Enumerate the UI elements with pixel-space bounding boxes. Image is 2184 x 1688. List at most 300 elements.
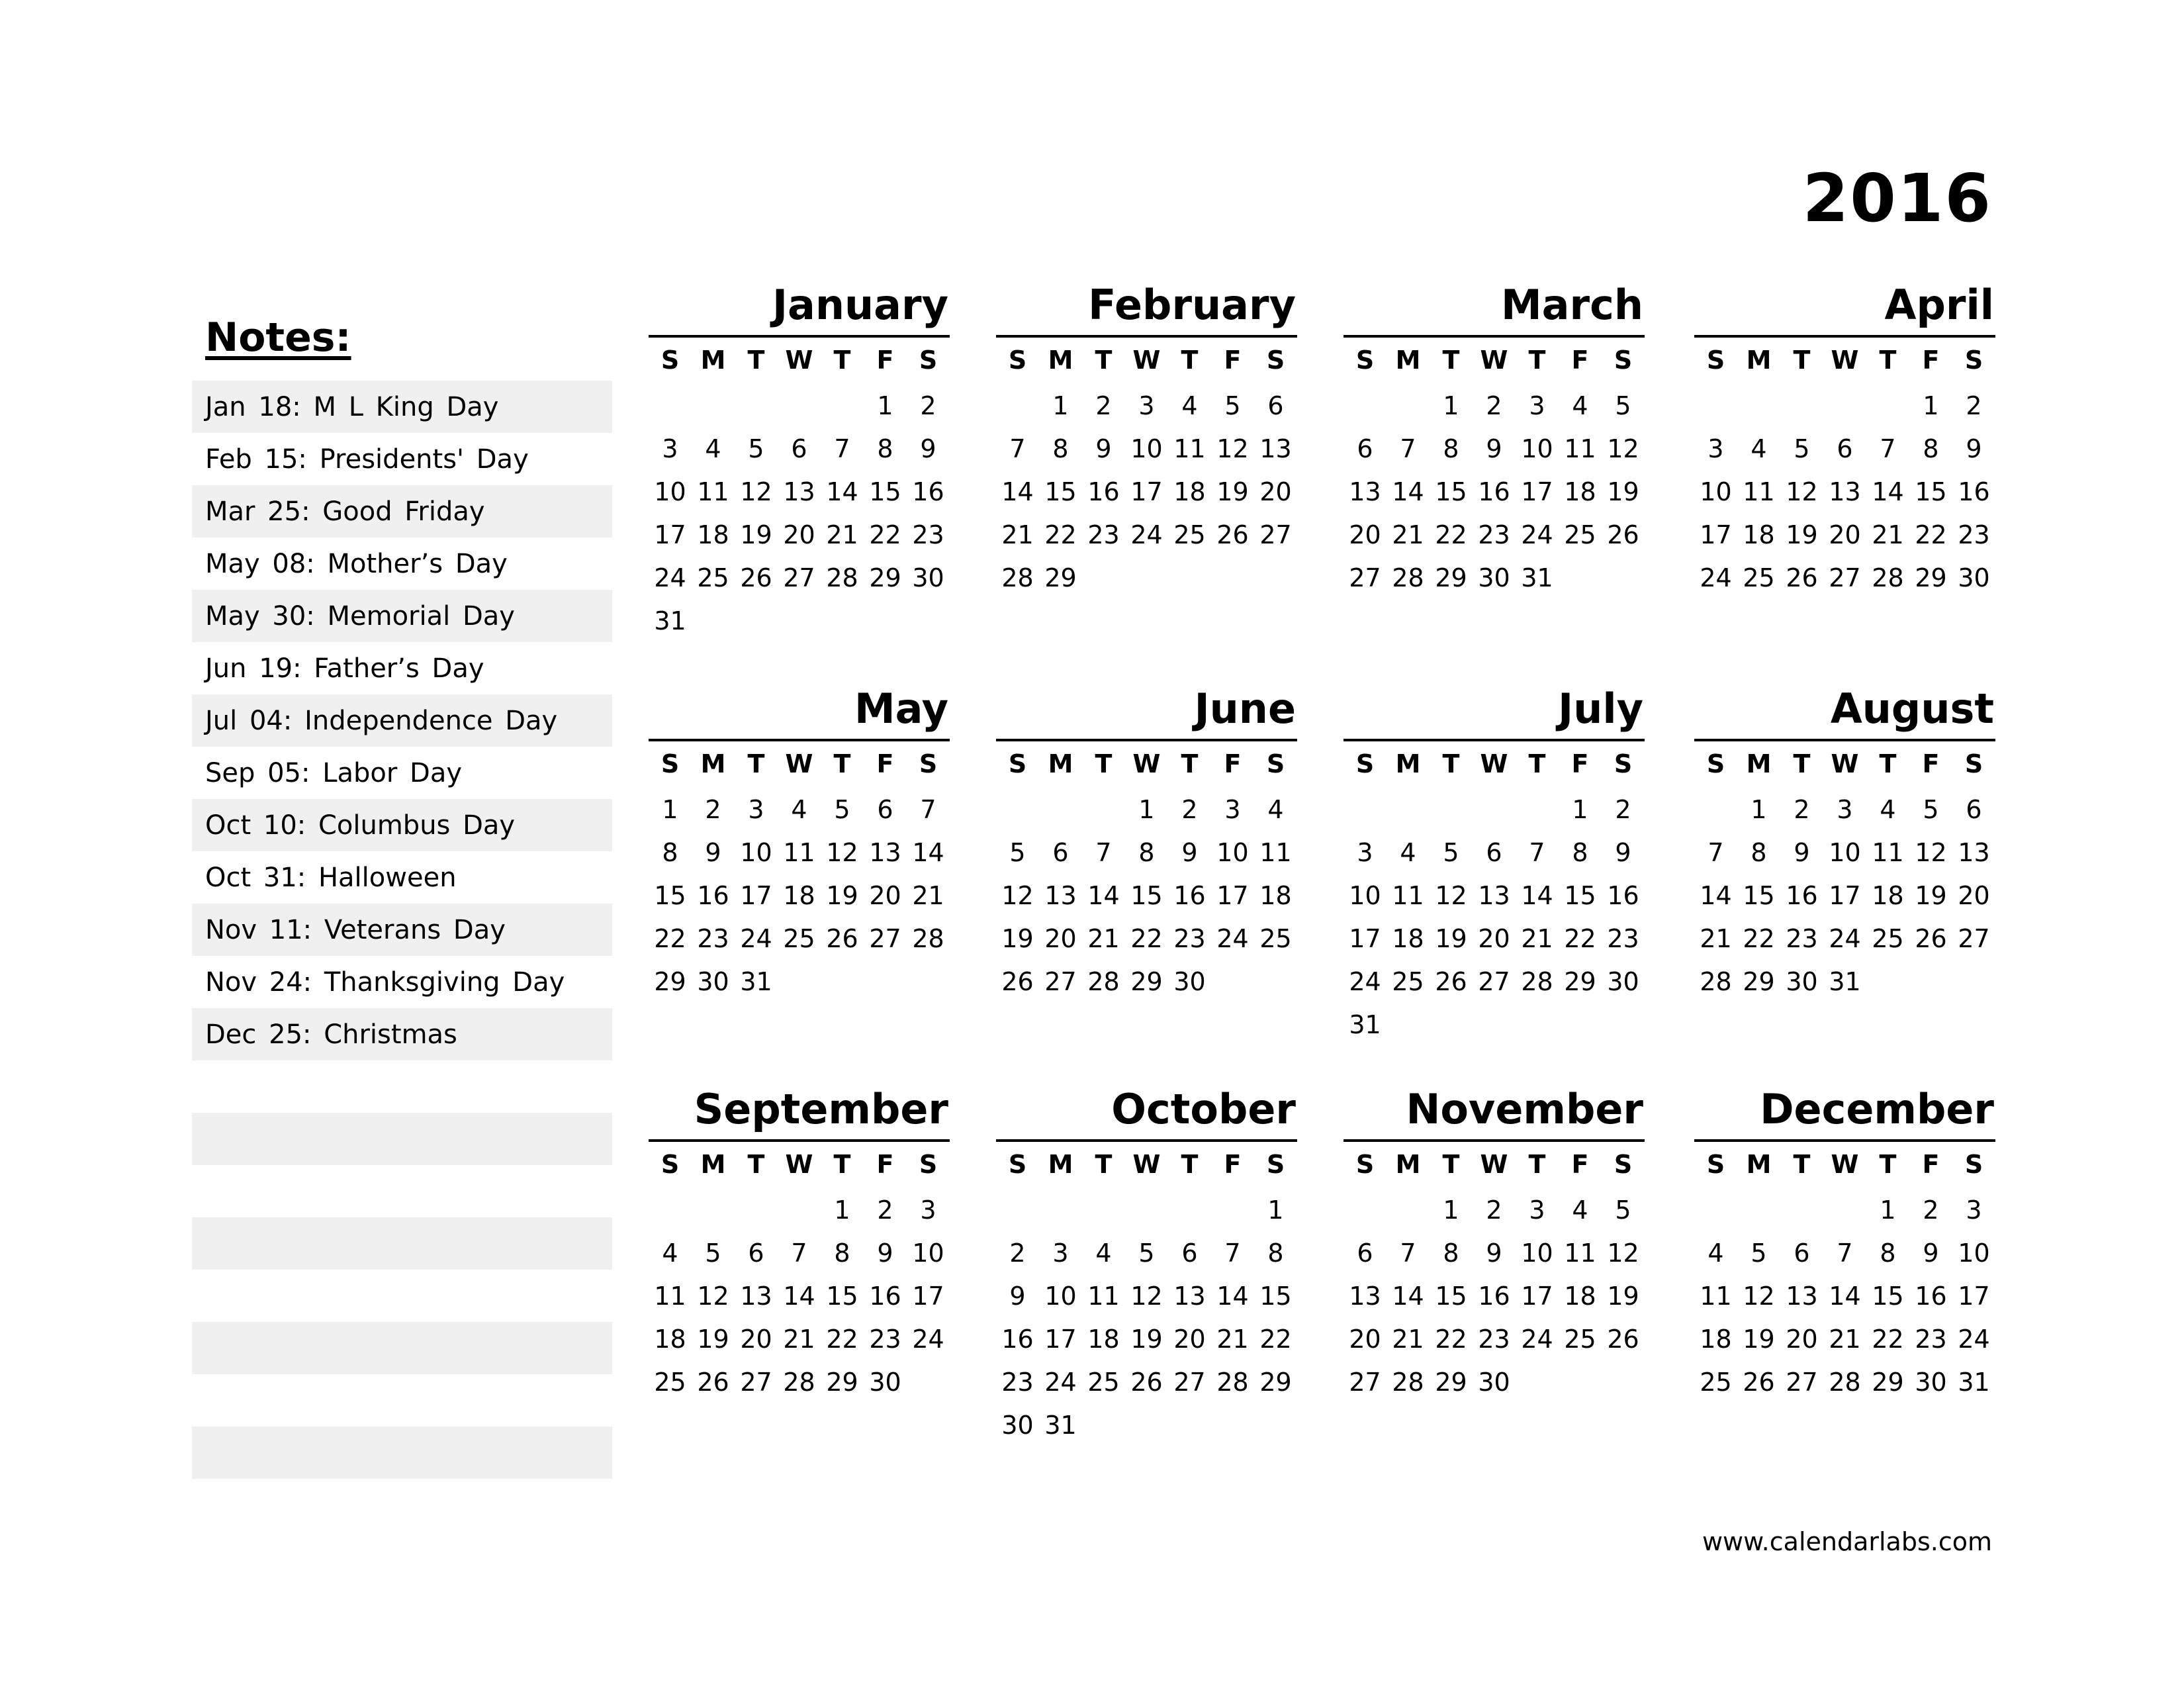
day-cell: 4 xyxy=(1707,1239,1724,1268)
day-cell: 12 xyxy=(826,838,858,867)
weekday-header: W xyxy=(1831,1150,1859,1179)
day-cell: 14 xyxy=(1392,1282,1424,1311)
weekday-header: W xyxy=(1132,1150,1161,1179)
day-cell: 18 xyxy=(1564,477,1596,506)
day-cell: 15 xyxy=(1044,477,1077,506)
day-empty xyxy=(1780,385,1823,428)
month-september xyxy=(649,1085,950,1404)
day-cell: 6 xyxy=(1357,434,1373,463)
day-cell: 14 xyxy=(826,477,858,506)
day-cell: 20 xyxy=(1786,1325,1818,1354)
weekday-header: S xyxy=(1614,749,1633,778)
day-cell: 16 xyxy=(1958,477,1990,506)
day-cell: 27 xyxy=(1349,563,1381,592)
day-cell: 4 xyxy=(1095,1239,1112,1268)
day-empty xyxy=(1343,385,1387,428)
day-cell: 4 xyxy=(662,1239,678,1268)
day-cell: 17 xyxy=(1521,477,1553,506)
day-cell: 7 xyxy=(1095,838,1112,867)
month-name: July xyxy=(1558,684,1643,733)
note-row: Sep 05: Labor Day xyxy=(205,757,462,788)
day-cell: 9 xyxy=(1095,434,1112,463)
day-cell: 12 xyxy=(1001,881,1034,910)
day-cell: 15 xyxy=(1259,1282,1292,1311)
day-cell: 31 xyxy=(1521,563,1553,592)
weekday-header: T xyxy=(1442,346,1460,375)
day-cell: 22 xyxy=(1435,1325,1467,1354)
day-cell: 27 xyxy=(740,1368,772,1397)
day-cell: 7 xyxy=(1400,434,1416,463)
day-cell: 14 xyxy=(1087,881,1120,910)
day-empty xyxy=(692,385,735,428)
day-cell: 14 xyxy=(1829,1282,1861,1311)
day-cell: 1 xyxy=(1052,391,1069,420)
day-cell: 31 xyxy=(740,967,772,996)
day-cell: 29 xyxy=(1915,563,1947,592)
month-january xyxy=(649,281,950,643)
day-cell: 15 xyxy=(1435,477,1467,506)
day-cell: 29 xyxy=(654,967,686,996)
day-cell: 24 xyxy=(1130,520,1163,549)
day-cell: 26 xyxy=(1607,520,1639,549)
month-may xyxy=(649,684,950,1004)
day-cell: 21 xyxy=(1216,1325,1249,1354)
notes-list xyxy=(192,381,612,1479)
day-cell: 9 xyxy=(1615,838,1631,867)
weekday-header: W xyxy=(785,346,813,375)
day-cell: 11 xyxy=(1087,1282,1120,1311)
month-divider xyxy=(1694,335,1995,338)
weekday-header: M xyxy=(1048,346,1073,375)
day-cell: 16 xyxy=(1786,881,1818,910)
day-cell: 11 xyxy=(1259,838,1292,867)
day-empty xyxy=(1473,788,1516,831)
day-cell: 16 xyxy=(1087,477,1120,506)
weekday-header: F xyxy=(1571,749,1589,778)
day-cell: 9 xyxy=(1794,838,1810,867)
day-cell: 18 xyxy=(654,1325,686,1354)
day-cell: 22 xyxy=(1435,520,1467,549)
day-cell: 19 xyxy=(1001,924,1034,953)
month-grid xyxy=(1694,745,1995,1004)
day-cell: 12 xyxy=(697,1282,729,1311)
month-october xyxy=(996,1085,1297,1447)
month-name: April xyxy=(1884,281,1994,329)
day-cell: 2 xyxy=(705,795,721,824)
day-cell: 8 xyxy=(1138,838,1155,867)
day-cell: 17 xyxy=(1216,881,1249,910)
day-cell: 2 xyxy=(1794,795,1810,824)
day-cell: 24 xyxy=(1349,967,1381,996)
day-cell: 2 xyxy=(1009,1239,1026,1268)
day-cell: 14 xyxy=(1872,477,1904,506)
day-cell: 13 xyxy=(783,477,815,506)
day-cell: 18 xyxy=(1173,477,1206,506)
day-cell: 6 xyxy=(1486,838,1502,867)
month-grid xyxy=(1343,342,1645,600)
day-cell: 11 xyxy=(1872,838,1904,867)
weekday-header: F xyxy=(1922,346,1940,375)
day-cell: 18 xyxy=(783,881,815,910)
day-cell: 18 xyxy=(697,520,729,549)
weekday-header: S xyxy=(1266,749,1285,778)
month-february xyxy=(996,281,1297,600)
day-cell: 1 xyxy=(1751,795,1767,824)
day-empty xyxy=(1387,1189,1430,1232)
day-cell: 23 xyxy=(1607,924,1639,953)
day-cell: 17 xyxy=(1829,881,1861,910)
day-cell: 3 xyxy=(1357,838,1373,867)
day-cell: 13 xyxy=(1958,838,1990,867)
day-cell: 26 xyxy=(697,1368,729,1397)
day-cell: 27 xyxy=(1349,1368,1381,1397)
month-june xyxy=(996,684,1297,1004)
day-cell: 7 xyxy=(1837,1239,1853,1268)
day-empty xyxy=(649,1189,692,1232)
weekday-header: F xyxy=(876,346,894,375)
day-cell: 31 xyxy=(1829,967,1861,996)
day-cell: 9 xyxy=(1181,838,1198,867)
day-cell: 13 xyxy=(1349,477,1381,506)
day-cell: 24 xyxy=(1044,1368,1077,1397)
day-cell: 20 xyxy=(1349,1325,1381,1354)
weekday-header: S xyxy=(1266,1150,1285,1179)
note-row: Oct 10: Columbus Day xyxy=(192,799,612,851)
day-cell: 23 xyxy=(1001,1368,1034,1397)
day-cell: 17 xyxy=(740,881,772,910)
day-cell: 28 xyxy=(1872,563,1904,592)
day-cell: 3 xyxy=(1707,434,1724,463)
day-cell: 16 xyxy=(697,881,729,910)
day-cell: 11 xyxy=(1564,1239,1596,1268)
month-divider xyxy=(649,1139,950,1142)
day-cell: 5 xyxy=(1615,391,1631,420)
note-row: Nov 24: Thanksgiving Day xyxy=(205,966,565,998)
month-grid xyxy=(649,342,950,643)
day-cell: 26 xyxy=(1130,1368,1163,1397)
day-cell: 19 xyxy=(1216,477,1249,506)
weekday-header: T xyxy=(1528,1150,1546,1179)
day-cell: 28 xyxy=(1392,1368,1424,1397)
day-cell: 12 xyxy=(1915,838,1947,867)
month-april xyxy=(1694,281,1995,600)
day-cell: 6 xyxy=(1966,795,1982,824)
day-cell: 22 xyxy=(1743,924,1775,953)
day-empty xyxy=(1168,1189,1211,1232)
day-cell: 26 xyxy=(1915,924,1947,953)
day-cell: 16 xyxy=(1607,881,1639,910)
day-cell: 16 xyxy=(912,477,944,506)
day-cell: 8 xyxy=(834,1239,850,1268)
weekday-header: M xyxy=(700,346,726,375)
month-grid xyxy=(996,1146,1297,1447)
day-cell: 1 xyxy=(1443,391,1459,420)
day-cell: 25 xyxy=(697,563,729,592)
day-cell: 3 xyxy=(1966,1196,1982,1225)
weekday-header: S xyxy=(1614,346,1633,375)
weekday-header: M xyxy=(1048,749,1073,778)
day-cell: 29 xyxy=(1564,967,1596,996)
day-cell: 31 xyxy=(1958,1368,1990,1397)
day-cell: 9 xyxy=(1966,434,1982,463)
day-cell: 28 xyxy=(1521,967,1553,996)
weekday-header: M xyxy=(1746,749,1772,778)
day-cell: 13 xyxy=(1829,477,1861,506)
day-cell: 2 xyxy=(1923,1196,1939,1225)
footer-link[interactable]: www.calendarlabs.com xyxy=(1702,1527,1992,1556)
day-empty xyxy=(1694,385,1737,428)
month-divider xyxy=(1343,1139,1645,1142)
day-cell: 5 xyxy=(1923,795,1939,824)
weekday-header: S xyxy=(660,749,680,778)
day-cell: 25 xyxy=(1743,563,1775,592)
day-cell: 1 xyxy=(1267,1196,1284,1225)
day-cell: 9 xyxy=(1486,1239,1502,1268)
weekday-header: M xyxy=(1048,1150,1073,1179)
weekday-header: S xyxy=(919,749,938,778)
month-grid xyxy=(1343,745,1645,1047)
day-cell: 3 xyxy=(1138,391,1155,420)
day-cell: 6 xyxy=(791,434,807,463)
day-cell: 31 xyxy=(1044,1411,1077,1440)
day-cell: 6 xyxy=(1267,391,1284,420)
day-cell: 21 xyxy=(1700,924,1732,953)
day-cell: 28 xyxy=(1216,1368,1249,1397)
day-cell: 4 xyxy=(1181,391,1198,420)
day-empty xyxy=(1039,1189,1082,1232)
day-cell: 7 xyxy=(1224,1239,1241,1268)
day-empty xyxy=(1694,788,1737,831)
day-cell: 7 xyxy=(1400,1239,1416,1268)
weekday-header: M xyxy=(1395,346,1421,375)
day-cell: 5 xyxy=(1224,391,1241,420)
day-cell: 19 xyxy=(1435,924,1467,953)
month-name: May xyxy=(854,684,948,733)
day-cell: 30 xyxy=(1786,967,1818,996)
day-cell: 25 xyxy=(1872,924,1904,953)
day-cell: 27 xyxy=(1829,563,1861,592)
day-cell: 11 xyxy=(783,838,815,867)
weekday-header: S xyxy=(1355,346,1375,375)
day-empty xyxy=(1823,385,1866,428)
weekday-header: M xyxy=(1746,346,1772,375)
note-row: Dec 25: Christmas xyxy=(192,1008,612,1060)
weekday-header: S xyxy=(1964,749,1983,778)
day-cell: 3 xyxy=(1529,391,1545,420)
day-cell: 29 xyxy=(869,563,901,592)
day-cell: 5 xyxy=(1009,838,1026,867)
day-cell: 5 xyxy=(1443,838,1459,867)
day-cell: 5 xyxy=(1138,1239,1155,1268)
year-title: 2016 xyxy=(1802,160,1992,237)
weekday-header: S xyxy=(1355,749,1375,778)
day-empty xyxy=(1694,1189,1737,1232)
day-cell: 11 xyxy=(654,1282,686,1311)
day-cell: 17 xyxy=(1521,1282,1553,1311)
day-cell: 20 xyxy=(740,1325,772,1354)
weekday-header: W xyxy=(1480,749,1508,778)
day-cell: 10 xyxy=(1829,838,1861,867)
day-cell: 2 xyxy=(1181,795,1198,824)
note-row: May 08: Mother’s Day xyxy=(205,548,508,579)
day-cell: 19 xyxy=(740,520,772,549)
day-cell: 7 xyxy=(1529,838,1545,867)
day-empty xyxy=(692,1189,735,1232)
day-cell: 27 xyxy=(783,563,815,592)
day-cell: 24 xyxy=(1958,1325,1990,1354)
day-cell: 28 xyxy=(1001,563,1034,592)
day-cell: 9 xyxy=(705,838,721,867)
day-cell: 22 xyxy=(654,924,686,953)
note-row xyxy=(192,1427,612,1479)
weekday-header: W xyxy=(1132,749,1161,778)
day-cell: 15 xyxy=(654,881,686,910)
day-cell: 20 xyxy=(1829,520,1861,549)
month-name: September xyxy=(694,1085,948,1133)
weekday-header: W xyxy=(1831,749,1859,778)
day-cell: 16 xyxy=(1001,1325,1034,1354)
day-cell: 19 xyxy=(826,881,858,910)
weekday-header: S xyxy=(1266,346,1285,375)
weekday-header: T xyxy=(1879,749,1897,778)
day-cell: 9 xyxy=(1923,1239,1939,1268)
day-cell: 22 xyxy=(1872,1325,1904,1354)
day-cell: 17 xyxy=(912,1282,944,1311)
day-cell: 27 xyxy=(869,924,901,953)
day-cell: 4 xyxy=(1572,391,1588,420)
day-cell: 20 xyxy=(783,520,815,549)
day-cell: 13 xyxy=(1259,434,1292,463)
day-cell: 22 xyxy=(869,520,901,549)
month-grid xyxy=(996,342,1297,600)
day-cell: 15 xyxy=(1435,1282,1467,1311)
day-cell: 23 xyxy=(912,520,944,549)
month-divider xyxy=(1343,739,1645,741)
weekday-header: T xyxy=(1095,1150,1113,1179)
day-cell: 4 xyxy=(1267,795,1284,824)
day-cell: 31 xyxy=(654,606,686,635)
day-cell: 29 xyxy=(1130,967,1163,996)
day-cell: 1 xyxy=(1923,391,1939,420)
weekday-header: F xyxy=(1224,346,1242,375)
day-cell: 30 xyxy=(1001,1411,1034,1440)
month-divider xyxy=(1343,335,1645,338)
day-cell: 7 xyxy=(1880,434,1896,463)
day-empty xyxy=(1516,788,1559,831)
day-cell: 22 xyxy=(1044,520,1077,549)
day-cell: 11 xyxy=(1392,881,1424,910)
day-cell: 19 xyxy=(1915,881,1947,910)
day-cell: 30 xyxy=(1478,563,1510,592)
weekday-header: S xyxy=(919,1150,938,1179)
day-cell: 25 xyxy=(1700,1368,1732,1397)
day-cell: 12 xyxy=(1607,1239,1639,1268)
day-cell: 1 xyxy=(1572,795,1588,824)
day-cell: 16 xyxy=(869,1282,901,1311)
day-cell: 10 xyxy=(912,1239,944,1268)
day-cell: 20 xyxy=(1958,881,1990,910)
month-name: January xyxy=(772,281,948,329)
weekday-header: T xyxy=(1793,749,1811,778)
day-cell: 10 xyxy=(1958,1239,1990,1268)
day-cell: 21 xyxy=(1872,520,1904,549)
day-cell: 10 xyxy=(1044,1282,1077,1311)
day-cell: 11 xyxy=(1564,434,1596,463)
day-cell: 15 xyxy=(1130,881,1163,910)
day-cell: 14 xyxy=(1392,477,1424,506)
day-cell: 10 xyxy=(1130,434,1163,463)
day-cell: 12 xyxy=(740,477,772,506)
day-cell: 6 xyxy=(1837,434,1853,463)
day-cell: 21 xyxy=(1001,520,1034,549)
day-empty xyxy=(996,1189,1039,1232)
day-cell: 29 xyxy=(1435,563,1467,592)
day-cell: 5 xyxy=(1751,1239,1767,1268)
day-cell: 29 xyxy=(1044,563,1077,592)
note-row: Jul 04: Independence Day xyxy=(192,694,612,747)
day-cell: 24 xyxy=(1521,520,1553,549)
day-empty xyxy=(996,385,1039,428)
day-cell: 19 xyxy=(1130,1325,1163,1354)
day-cell: 18 xyxy=(1700,1325,1732,1354)
month-march xyxy=(1343,281,1645,600)
day-cell: 3 xyxy=(662,434,678,463)
weekday-header: S xyxy=(1008,346,1027,375)
month-december xyxy=(1694,1085,1995,1404)
day-cell: 7 xyxy=(1707,838,1724,867)
day-cell: 13 xyxy=(1044,881,1077,910)
day-cell: 8 xyxy=(1267,1239,1284,1268)
day-cell: 27 xyxy=(1958,924,1990,953)
day-cell: 27 xyxy=(1044,967,1077,996)
day-cell: 8 xyxy=(1052,434,1069,463)
day-cell: 16 xyxy=(1478,477,1510,506)
day-cell: 30 xyxy=(912,563,944,592)
day-empty xyxy=(1343,788,1387,831)
day-cell: 22 xyxy=(1130,924,1163,953)
day-cell: 19 xyxy=(1607,477,1639,506)
weekday-header: S xyxy=(1706,749,1725,778)
month-divider xyxy=(996,1139,1297,1142)
day-cell: 26 xyxy=(1607,1325,1639,1354)
weekday-header: F xyxy=(876,749,894,778)
day-cell: 6 xyxy=(1181,1239,1198,1268)
month-grid xyxy=(649,1146,950,1404)
day-cell: 3 xyxy=(1837,795,1853,824)
month-divider xyxy=(996,335,1297,338)
day-cell: 9 xyxy=(920,434,936,463)
day-cell: 28 xyxy=(1829,1368,1861,1397)
weekday-header: T xyxy=(747,346,765,375)
day-cell: 28 xyxy=(783,1368,815,1397)
day-cell: 5 xyxy=(748,434,764,463)
weekday-header: S xyxy=(660,1150,680,1179)
day-empty xyxy=(778,1189,821,1232)
note-row: Jan 18: M L King Day xyxy=(192,381,612,433)
day-cell: 25 xyxy=(1259,924,1292,953)
weekday-header: F xyxy=(1571,1150,1589,1179)
day-cell: 5 xyxy=(834,795,850,824)
day-cell: 15 xyxy=(1872,1282,1904,1311)
day-cell: 8 xyxy=(1880,1239,1896,1268)
day-cell: 20 xyxy=(1173,1325,1206,1354)
weekday-header: S xyxy=(1706,346,1725,375)
day-cell: 29 xyxy=(826,1368,858,1397)
day-cell: 26 xyxy=(1786,563,1818,592)
day-cell: 10 xyxy=(654,477,686,506)
weekday-header: W xyxy=(1831,346,1859,375)
day-cell: 26 xyxy=(1216,520,1249,549)
